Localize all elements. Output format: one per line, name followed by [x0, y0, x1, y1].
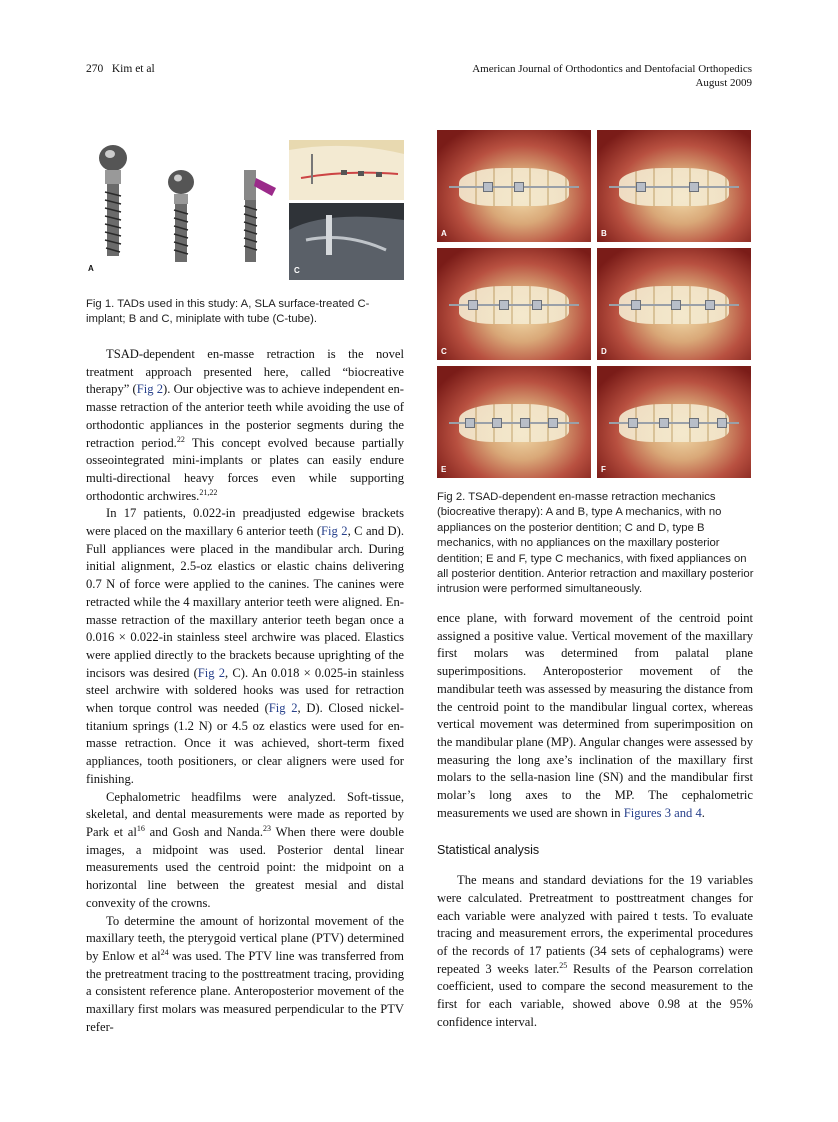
figure-2-caption: Fig 2. TSAD-dependent en-masse retraction mechanics (biocreative therapy): A and B, type A mechanics, with no appliances on the posterior dentition; C and D, type B mechanics, with no appliances on the maxillary posterior dentition; E and F, type C mechanics, with fixed appliances on all posterior dentition. Anterior retraction and maxillary posterior intrusion were performed simultaneously. — [437, 491, 754, 596]
citation[interactable]: 25 — [559, 960, 568, 970]
running-header-right — [472, 62, 752, 90]
journal-name: American Journal of Orthodontics and Dentofacial Orthopedics — [472, 63, 752, 75]
fig2-panel-label-f: F — [601, 465, 606, 474]
paragraph: In 17 patients, 0.022-in preadjusted edgewise brackets were placed on the maxillary 6 anterior teeth (Fig 2, C and D). Full appliances were placed in the mandibular arch. During initial alignment, 2.5-oz elastics or elastic chains delivering 0.7 N of force were applied to the canines. The canines were retracted while the 4 maxillary anterior teeth were aligned. En-masse retraction of the maxillary anterior teeth began once a 0.016 × 0.022-in stainless steel archwire was placed. Elastics were applied directly to the brackets because uprighting of the incisors was desired (Fig 2, C). An 0.018 × 0.025-in stainless steel archwire with soldered hooks was used for retraction when torque control was needed (Fig 2, D). Closed nickel-titanium springs (1.2 N) or 4.5 oz elastics were used for en-masse retraction. Once it was achieved, short-term fixed appliances, tooth positioners, or clear aligners were used for finishing. — [86, 506, 404, 786]
figure-link[interactable]: Figures 3 and 4 — [623, 805, 702, 820]
section-heading: Statistical analysis — [437, 843, 540, 858]
citation[interactable]: 23 — [263, 823, 272, 833]
paragraph: Cephalometric headfilms were analyzed. Soft-tissue, skeletal, and dental measurements were made as reported by Park et $al^{16}$ and Gosh and Nanda.$^{23}$ When there were double images, a midpoint was used. Posterior dental linear measurements used the centroid point: the midpoint on a horizontal line between the greatest mesial and distal convexity of the crowns. — [86, 789, 404, 910]
fig2-photo-c — [437, 248, 591, 360]
fig1-panel-label-a: A — [88, 264, 94, 273]
figure-link[interactable]: Fig 2 — [197, 665, 226, 680]
fig2-panel-label-e: E — [441, 465, 447, 474]
paragraph: ence plane, with forward movement of the centroid point assigned a positive value. Vertical movement of the maxillary first molars was determined from palatal plane superimpositions. Anteroposterior movement of the mandibular teeth was assessed by measuring the distance from the centroid point to the mandibular lingual cortex, whereas vertical movement was determined from superimposition on the mandibular plane (MP). Angular changes were assessed by measuring the long axe’s inclination of the maxillary first molars to the sella-nasion line (SN) and the mandibular first molar’s long axes to the MP. The cephalometric measurements we used are shown in Figures 3 and 4. — [437, 611, 753, 820]
citation[interactable]: 21,22 — [199, 487, 218, 497]
figure-link[interactable]: Fig 2 — [268, 701, 298, 716]
fig2-panel-label-c: C — [441, 347, 447, 356]
paragraph: TSAD-dependent en-masse retraction is the novel treatment approach presented here, called “biocreative therapy” (Fig 2). Our objective was to achieve independent en-masse retraction of the anterior teeth while avoiding the use of orthodontic appliances in the posterior segments during the retraction period.$^{22}$ This concept evolved because partially osseointegrated mini-implants or plates can easily endure multi-directional heavy forces even while supporting orthodontic archwires.$^{21,22}$ — [86, 347, 405, 503]
running-header-left — [86, 62, 155, 76]
fig2-panel-label-a: A — [441, 229, 447, 238]
fig2-photo-e — [437, 366, 591, 478]
running-authors: Kim et al — [111, 63, 155, 75]
paragraph: The means and standard deviations for the 19 variables were calculated. Pretreatment to posttreatment changes for each variable were analyzed with paired t tests. To evaluate tracing and measurement errors, the experimental procedures of the records of 17 patients (34 sets of cephalograms) were repeated 3 weeks later.$^{25}$ Results of the Pearson correlation coefficient, used to compare the second measurement to the first for each variable, showed above 0.98 at the 95% confidence interval. — [437, 873, 754, 1029]
right-column — [437, 610, 753, 1031]
figure-1-caption: Fig 1. TADs used in this study: A, SLA surface-treated C-implant; B and C, miniplate with tube (C-tube). — [86, 298, 370, 326]
fig2-photo-b — [597, 130, 751, 242]
figure-link[interactable]: Fig 2 — [321, 524, 348, 539]
figure-2 — [437, 130, 755, 478]
fig2-photo-d — [597, 248, 751, 360]
issue-date: August 2009 — [695, 77, 752, 89]
left-column — [86, 346, 404, 1036]
fig2-panel-label-b: B — [601, 229, 607, 238]
page-number: 270 — [86, 63, 104, 75]
figure-link[interactable]: Fig 2 — [136, 382, 164, 397]
fig2-photo-f — [597, 366, 751, 478]
fig2-panel-label-d: D — [601, 347, 607, 356]
figure-1 — [86, 140, 404, 280]
paragraph: To determine the amount of horizontal movement of the maxillary teeth, the pterygoid vertical plane (PTV) determined by Enlow et $al^{24}$ was used. The PTV line was transferred from the pretreatment tracing to the posttreatment tracing, providing a consistent reference plane. Anteroposterior movement of the maxillary first molars was measured perpendicular to the PTV refer- — [86, 913, 404, 1034]
citation[interactable]: 24 — [160, 947, 169, 957]
fig2-photo-a — [437, 130, 591, 242]
citation[interactable]: 22 — [176, 434, 185, 444]
fig1-panel-label-c: C — [294, 266, 300, 275]
citation[interactable]: 16 — [136, 823, 145, 833]
figure-1-image — [86, 140, 404, 280]
